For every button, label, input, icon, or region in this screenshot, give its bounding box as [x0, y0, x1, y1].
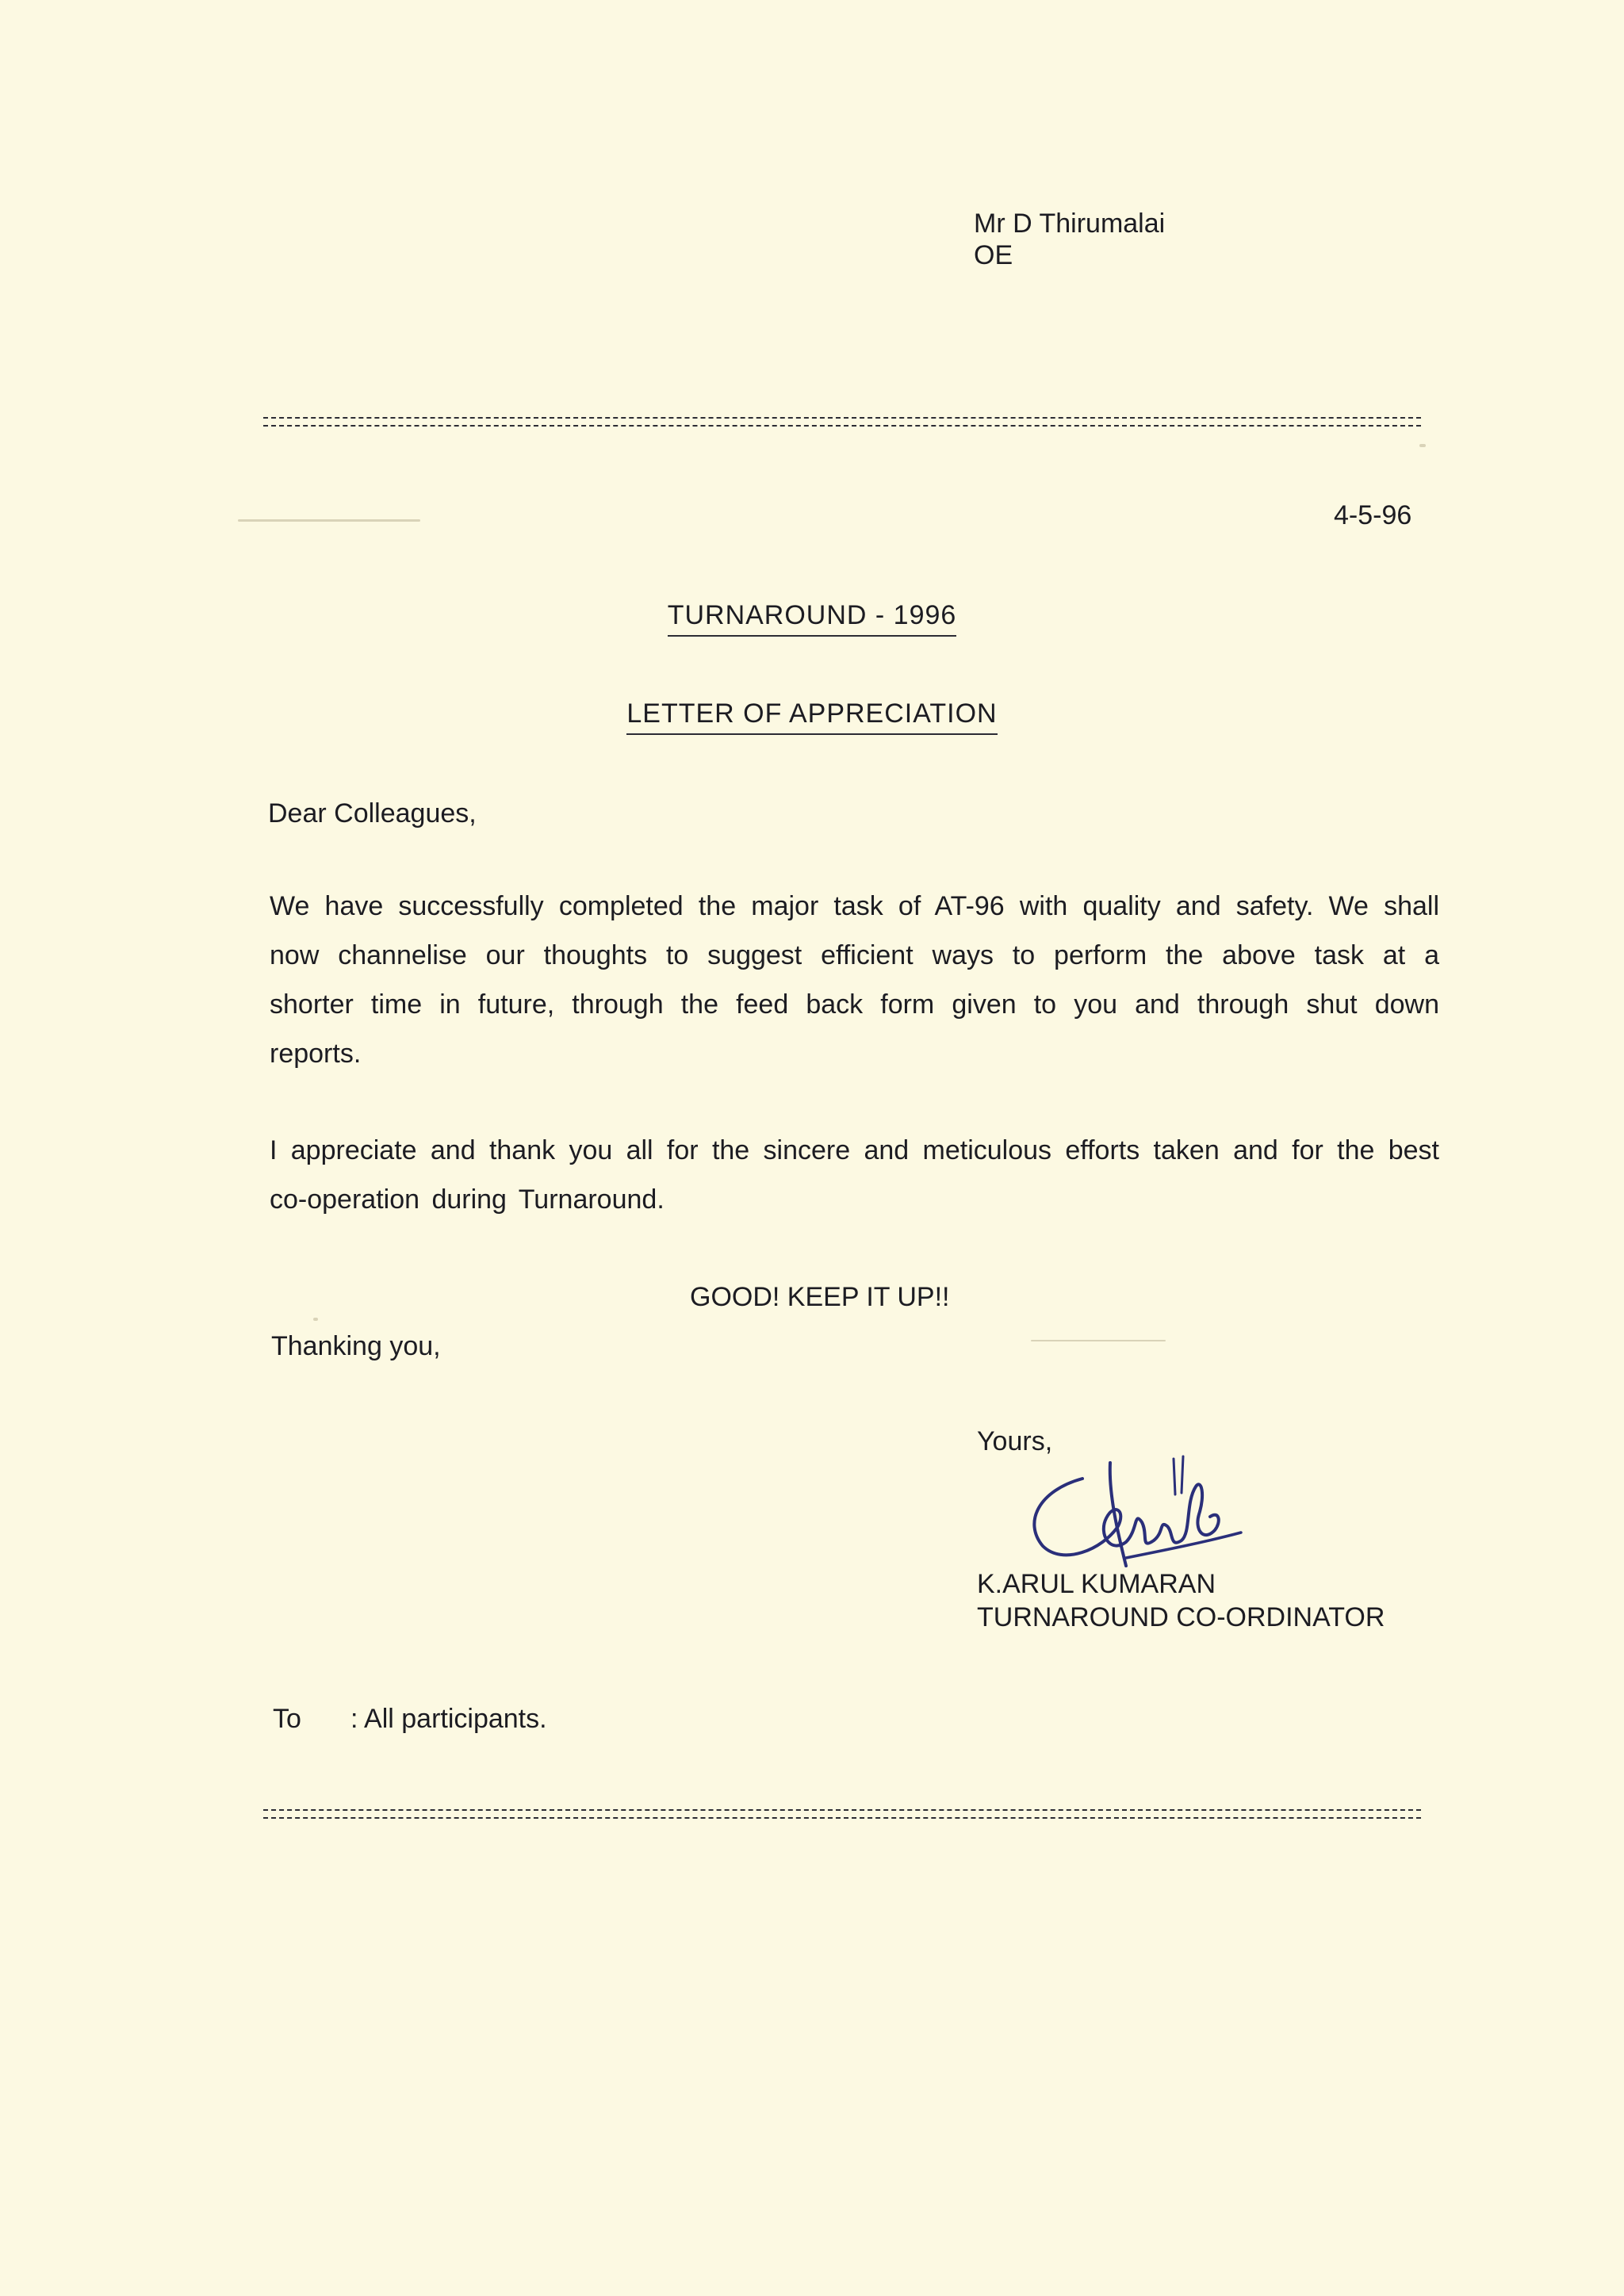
top-divider	[263, 417, 1421, 427]
paper-mark	[1419, 444, 1426, 447]
signatory-designation: TURNAROUND CO-ORDINATOR	[977, 1602, 1385, 1632]
thanking-line: Thanking you,	[271, 1331, 441, 1361]
paper-mark	[313, 1318, 318, 1321]
subject-heading	[0, 599, 1624, 631]
motto: GOOD! KEEP IT UP!!	[690, 1282, 950, 1312]
distribution-value: : All participants.	[350, 1704, 547, 1734]
subject-text: TURNAROUND - 1996	[668, 600, 957, 637]
distribution-label: To	[273, 1704, 301, 1734]
recipient-name: Mr D Thirumalai	[974, 209, 1166, 239]
paper-mark	[1031, 1340, 1166, 1341]
salutation: Dear Colleagues,	[268, 798, 477, 828]
bottom-divider	[263, 1809, 1421, 1819]
body-paragraph-2: I appreciate and thank you all for the sincere and meticulous efforts taken and for the best co-operation during Turnaround.	[270, 1135, 1439, 1215]
closing: Yours,	[977, 1426, 1053, 1456]
title-heading	[0, 698, 1624, 729]
recipient-department: OE	[974, 240, 1013, 270]
paper-mark	[238, 519, 420, 522]
signature-image	[1007, 1447, 1245, 1582]
body-paragraph-1: We have successfully completed the major task of AT-96 with quality and safety. We shall now channelise our thoughts to suggest efficient ways to perform the above task at a shorter time in future, through the feed back form given to you and through shut down reports.	[270, 891, 1439, 1069]
title-text: LETTER OF APPRECIATION	[626, 698, 997, 735]
letter-date: 4-5-96	[1334, 500, 1412, 530]
signatory-name: K.ARUL KUMARAN	[977, 1569, 1216, 1599]
